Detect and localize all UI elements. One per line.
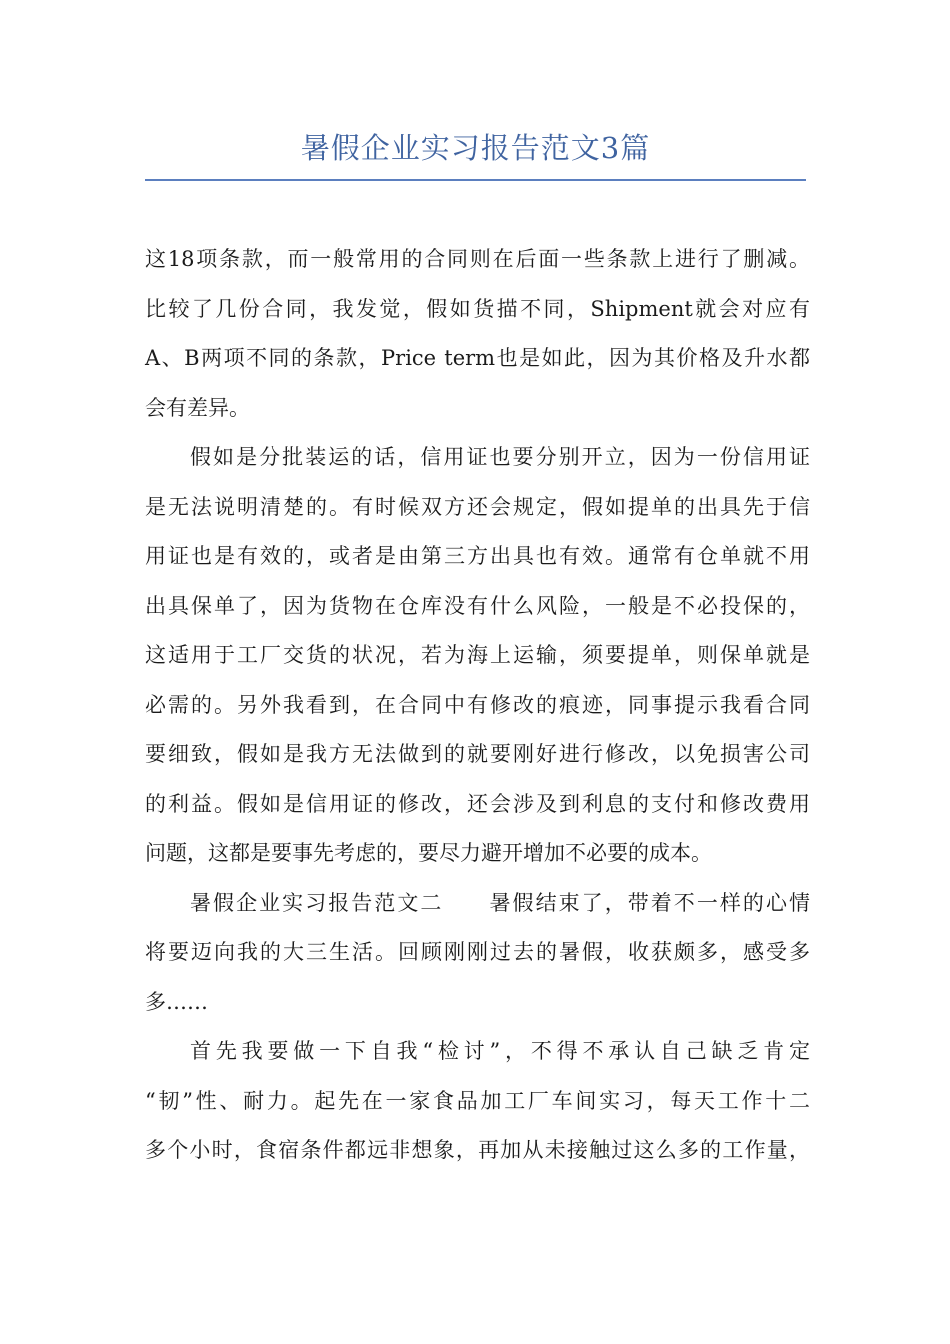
text-line: 要细致，假如是我方无法做到的就要刚好进行修改，以免损害公司 <box>145 742 810 766</box>
text-line: 多个小时，食宿条件都远非想象，再加从未接触过这么多的工作量， <box>145 1138 810 1162</box>
text-line: 假如是分批装运的话，信用证也要分别开立，因为一份信用证 <box>190 445 810 469</box>
text-line: 的利益。假如是信用证的修改，还会涉及到利息的支付和修改费用 <box>145 791 810 816</box>
text-line: 多…… <box>145 989 208 1014</box>
text-line: 用证也是有效的，或者是由第三方出具也有效。通常有仓单就不用 <box>145 544 810 568</box>
text-line: 这适用于工厂交货的状况，若为海上运输，须要提单，则保单就是 <box>145 643 810 667</box>
text-line: 出具保单了，因为货物在仓库没有什么风险，一般是不必投保的， <box>145 593 810 618</box>
text-line: 必需的。另外我看到，在合同中有修改的痕迹，同事提示我看合同 <box>145 692 810 717</box>
text-line: “韧”性、耐力。起先在一家食品加工厂车间实习，每天工作十二 <box>145 1088 810 1113</box>
text-line: 将要迈向我的大三生活。回顾刚刚过去的暑假，收获颇多，感受多 <box>145 940 810 964</box>
text-line: 问题，这都是要事先考虑的，要尽力避开增加不必要的成本。 <box>145 841 712 865</box>
text-line: 这18项条款，而一般常用的合同则在后面一些条款上进行了删减。 <box>145 247 810 271</box>
text-line: 暑假企业实习报告范文二 暑假结束了，带着不一样的心情 <box>190 890 810 915</box>
text-line: 会有差异。 <box>145 395 250 420</box>
text-line: 首先我要做一下自我“检讨”，不得不承认自己缺乏肯定 <box>190 1039 810 1063</box>
document-title: 暑假企业实习报告范文3篇 <box>300 131 651 165</box>
text-line: 是无法说明清楚的。有时候双方还会规定，假如提单的出具先于信 <box>145 494 810 519</box>
title-underline <box>145 179 806 181</box>
text-line: A、B两项不同的条款，Price term也是如此，因为其价格及升水都 <box>145 346 810 370</box>
document-body <box>145 235 810 1176</box>
text-line: 比较了几份合同，我发觉，假如货描不同，Shipment就会对应有 <box>145 296 810 321</box>
